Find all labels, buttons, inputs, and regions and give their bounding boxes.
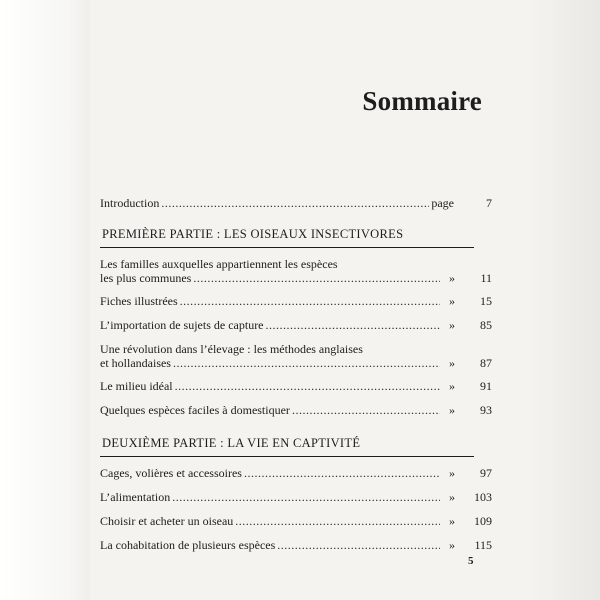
toc-entry xyxy=(100,403,492,417)
toc-page-number: 87 xyxy=(480,356,492,370)
toc-entry xyxy=(100,318,492,332)
toc-entry-label: L’importation de sujets de capture xyxy=(100,318,264,332)
ditto-marker: » xyxy=(449,466,455,480)
ditto-marker: » xyxy=(449,403,455,417)
toc-entry-label: Choisir et acheter un oiseau xyxy=(100,514,234,528)
dot-leader xyxy=(277,538,440,552)
toc-entry-label: La cohabitation de plusieurs espèces xyxy=(100,538,276,552)
toc-page-number: 85 xyxy=(480,318,492,332)
toc-entry xyxy=(100,257,492,285)
section-heading-part2: DEUXIÈME PARTIE : LA VIE EN CAPTIVITÉ xyxy=(102,436,361,450)
page-number: 5 xyxy=(468,555,474,567)
ditto-marker: » xyxy=(449,490,455,504)
toc-page-number: 97 xyxy=(480,466,492,480)
toc-entry-label-continued: les plus communes xyxy=(100,271,192,285)
toc-page-number: 93 xyxy=(480,403,492,417)
section-rule xyxy=(100,456,474,457)
toc-entry-label: Quelques espèces faciles à domestiquer xyxy=(100,403,290,417)
table-of-contents xyxy=(100,196,492,552)
toc-entry-label: Fiches illustrées xyxy=(100,294,178,308)
toc-page-number: 15 xyxy=(480,294,492,308)
toc-entry xyxy=(100,294,492,308)
toc-entry-label: Cages, volières et accessoires xyxy=(100,466,242,480)
toc-entry xyxy=(100,514,492,528)
section-rule xyxy=(100,247,474,248)
toc-entry-label: Les familles auxquelles appartiennent les espèces xyxy=(100,257,338,271)
toc-page-number: 91 xyxy=(480,379,492,393)
dot-leader xyxy=(244,466,440,480)
toc-entry xyxy=(100,342,492,370)
ditto-marker: » xyxy=(449,271,455,285)
dot-leader xyxy=(235,514,440,528)
toc-page-number: 7 xyxy=(486,196,492,210)
section-heading-part1: PREMIÈRE PARTIE : LES OISEAUX INSECTIVORES xyxy=(102,227,404,241)
dot-leader xyxy=(266,318,440,332)
dot-leader xyxy=(172,490,440,504)
ditto-marker: » xyxy=(449,538,455,552)
toc-entry xyxy=(100,379,492,393)
ditto-marker: » xyxy=(449,294,455,308)
toc-entry xyxy=(100,490,492,504)
toc-entry-label: Une révolution dans l’élevage : les méthodes anglaises xyxy=(100,342,363,356)
page-word: page xyxy=(431,196,454,210)
ditto-marker: » xyxy=(449,318,455,332)
toc-entry-label: Introduction xyxy=(100,196,160,210)
page-title: Sommaire xyxy=(362,86,482,116)
toc-entry-introduction xyxy=(100,196,492,210)
toc-entry-label-continued: et hollandaises xyxy=(100,356,171,370)
toc-page-number: 115 xyxy=(474,538,492,552)
toc-entry-label: L’alimentation xyxy=(100,490,171,504)
dot-leader xyxy=(173,356,440,370)
ditto-marker: » xyxy=(449,379,455,393)
toc-page-number: 11 xyxy=(480,271,492,285)
toc-entry xyxy=(100,538,492,552)
dot-leader xyxy=(180,294,440,308)
toc-entry-label: Le milieu idéal xyxy=(100,379,173,393)
page-gutter xyxy=(0,0,90,600)
ditto-marker: » xyxy=(449,514,455,528)
ditto-marker: » xyxy=(449,356,455,370)
toc-page-number: 109 xyxy=(474,514,492,528)
dot-leader xyxy=(161,196,429,210)
dot-leader xyxy=(175,379,440,393)
dot-leader xyxy=(193,271,440,285)
page-edge xyxy=(530,0,600,600)
dot-leader xyxy=(292,403,440,417)
toc-entry xyxy=(100,466,492,480)
toc-page-number: 103 xyxy=(474,490,492,504)
